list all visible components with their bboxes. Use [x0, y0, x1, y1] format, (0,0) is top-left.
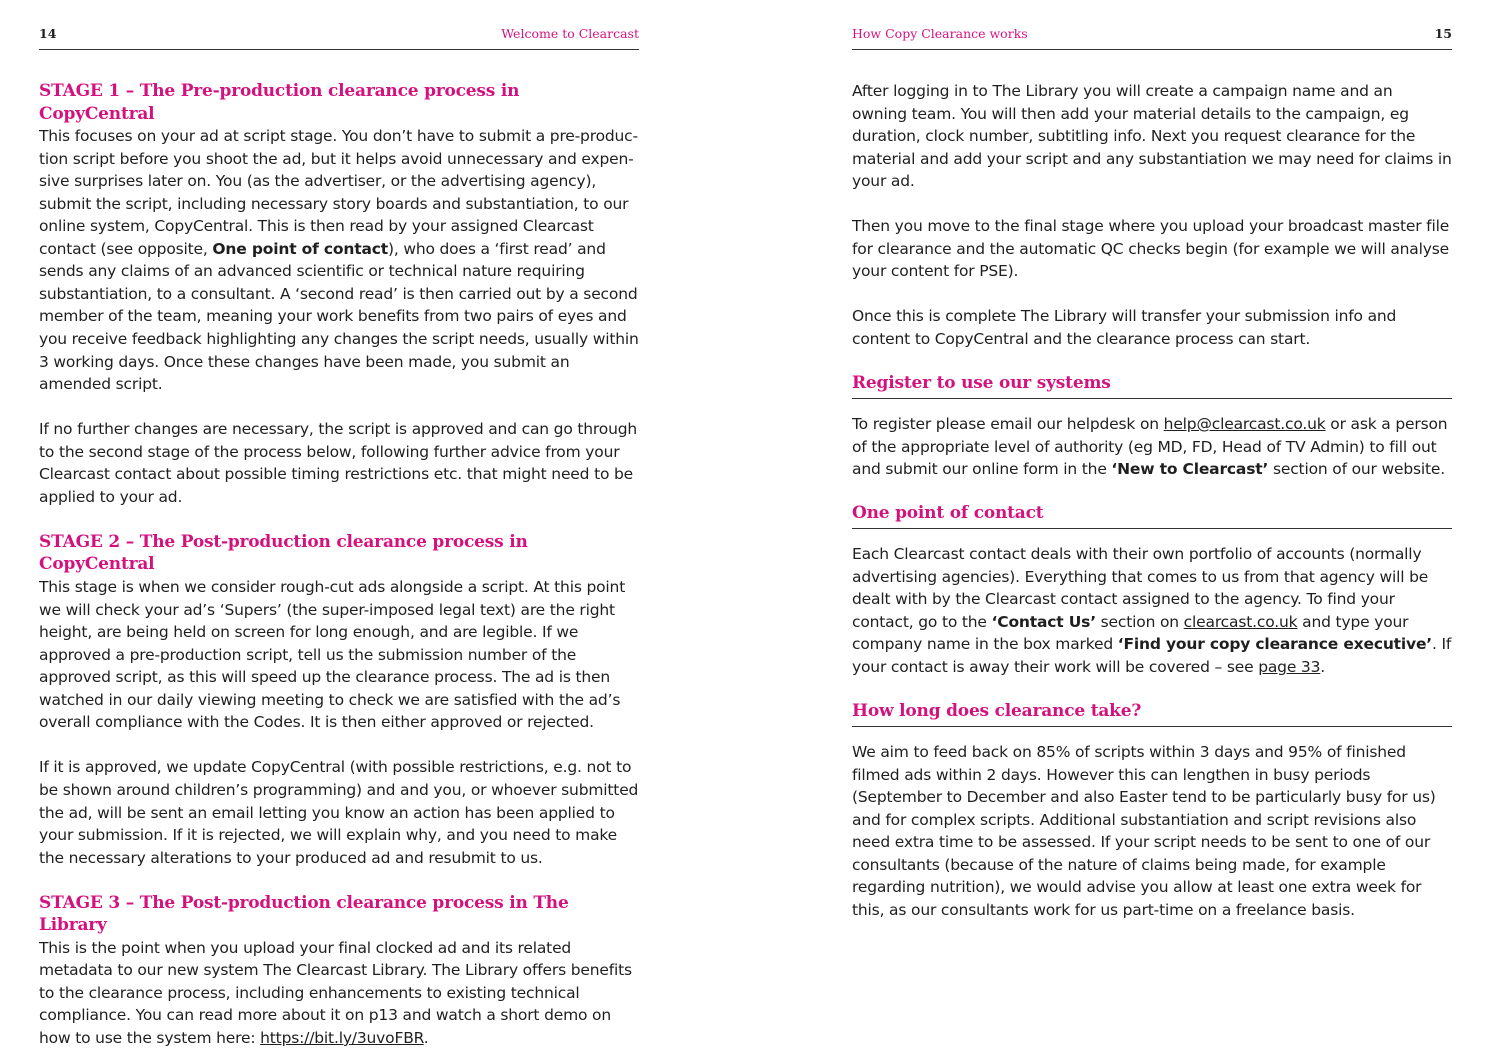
helpdesk-email-link[interactable]: help@clearcast.co.uk [1163, 415, 1326, 434]
text-span: Each Clearcast contact deals with their own portfolio of accounts (normally advertising agencies). Everything that comes to us from that agency will be dealt with by the Clearcast contact assigned to the agency. To find your contact, go to the [852, 545, 1429, 631]
clearcast-site-link[interactable]: clearcast.co.uk [1183, 612, 1298, 631]
stage1-heading: STAGE 1 – The Pre-production clearance process in CopyCentral [39, 81, 520, 124]
page-number: 14 [39, 26, 57, 41]
right-page-body [852, 80, 1452, 922]
howlong-paragraph: We aim to feed back on 85% of scripts within 3 days and 95% of finished filmed ads within 2 days. However this can lengthen in busy periods (September to December and also Easter tend to be particularly busy for us) and for complex scripts. Additional substantiation and script revisions also need extra time to be assessed. If your script needs to be sent to one of our consultants (because of the nature of claims being made, for example regarding nutrition), we would advise you allow at least one extra week for this, as our consultants work for us part-time on a freelance basis. [852, 743, 1436, 919]
stage1-paragraph-2: If no further changes are necessary, the script is approved and can go through to the second stage of the process below, following further advice from your Clearcast contact about possible timing restrictions etc. that might need to be applied to your ad. [39, 420, 638, 506]
register-heading: Register to use our systems [852, 372, 1452, 400]
register-paragraph [852, 413, 1452, 481]
text-span: section of our website. [1268, 460, 1446, 479]
left-page-body [39, 80, 639, 1050]
running-title: How Copy Clearance works [852, 26, 1028, 41]
page-number: 15 [1434, 26, 1452, 41]
text-span: This is the point when you upload your final clocked ad and its related metadata to our new system The Clearcast Library. The Library offers benefits to the clearance process, including enhancements to existing technical compliance. You can read more about it on p13 and watch a short demo on how to use the system here: [39, 938, 632, 1047]
intro-paragraph-2: Then you move to the final stage where you upload your broadcast master file for clearance and the automatic QC checks begin (for example we will analyse your content for PSE). [852, 217, 1450, 281]
bold-text: ‘Find your copy clearance executive’ [1117, 635, 1433, 654]
text-span: To register please email our helpdesk on [852, 415, 1164, 434]
text-span: . If your contact is away their work will be covered – see [852, 635, 1452, 677]
intro-paragraph-1: After logging in to The Library you will create a campaign name and an owning team. You will then add your material details to the campaign, eg duration, clock number, subtitling info. Next you request clearance for the material and add your script and any substantiation we may need for claims in your ad. [852, 82, 1452, 191]
demo-link[interactable]: https://bit.ly/3uvoFBR [260, 1028, 424, 1047]
running-title: Welcome to Clearcast [501, 26, 639, 41]
right-page [852, 0, 1452, 1051]
stage3-heading: STAGE 3 – The Post-production clearance process in The Library [39, 892, 569, 936]
text-span: and type your company name in the box marked [852, 612, 1409, 654]
bold-text: ‘Contact Us’ [991, 612, 1096, 631]
text-span: ), who does a ‘first read’ and sends any claims of an advanced scientific or technical nature requiring substantiation, to a consultant. A ‘second read’ is then carried out by a second member of the team, meaning your work benefits from two pairs of eyes and you receive feedback highlighting any changes the script needs, usually within 3 working days. Once these changes have been made, you submit an amended script. [39, 239, 639, 394]
stage2-heading: STAGE 2 – The Post-production clearance process in CopyCentral [39, 531, 528, 575]
bold-text: ‘New to Clearcast’ [1111, 460, 1269, 479]
page-33-link[interactable]: page 33 [1258, 658, 1321, 677]
stage1-paragraph-1 [39, 125, 639, 396]
stage2-paragraph-1: This stage is when we consider rough-cut ads alongside a script. At this point we will check your ad’s ‘Supers’ (the super-imposed legal text) are the right height, are being held on screen for long enough, and are legible. If we approved a pre-production script, tell us the submission number of the approved script, as this will speed up the clearance process. The ad is then watched in our daily viewing meeting to check we are satisfied with the ad’s overall compliance with the Codes. It is then either approved or rejected. [39, 578, 626, 732]
left-page [39, 0, 639, 1051]
contact-paragraph [852, 543, 1452, 678]
howlong-heading: How long does clearance take? [852, 700, 1452, 728]
text-span: This focuses on your ad at script stage. You don’t have to submit a pre-produc-tion script before you shoot the ad, but it helps avoid unnecessary and expen-sive surprises later on. You (as the advertiser, or the advertising agency), submit the script, including necessary story boards and substantiation, to our online system, CopyCentral. This is then read by your assigned Clearcast contact (see opposite, [39, 127, 638, 258]
text-span: or ask a person of the appropriate level of authority (eg MD, FD, Head of TV Admin) to fill out and submit our online form in the [852, 415, 1448, 479]
bold-text: One point of contact [212, 239, 388, 258]
left-page-header [39, 24, 639, 50]
text-span: . [1320, 658, 1326, 677]
intro-paragraph-3: Once this is complete The Library will transfer your submission info and content to CopyCentral and the clearance process can start. [852, 307, 1397, 349]
stage3-paragraph-1 [39, 937, 639, 1050]
contact-heading: One point of contact [852, 502, 1452, 530]
text-span: section on [1095, 612, 1184, 631]
right-page-header [852, 24, 1452, 50]
stage2-paragraph-2: If it is approved, we update CopyCentral (with possible restrictions, e.g. not to be shown around children’s programming) and and you, or whoever submitted the ad, will be sent an email letting you know an action has been applied to your submission. If it is rejected, we will explain why, and you need to make the necessary alterations to your produced ad and resubmit to us. [39, 758, 639, 867]
text-span: . [423, 1028, 429, 1047]
